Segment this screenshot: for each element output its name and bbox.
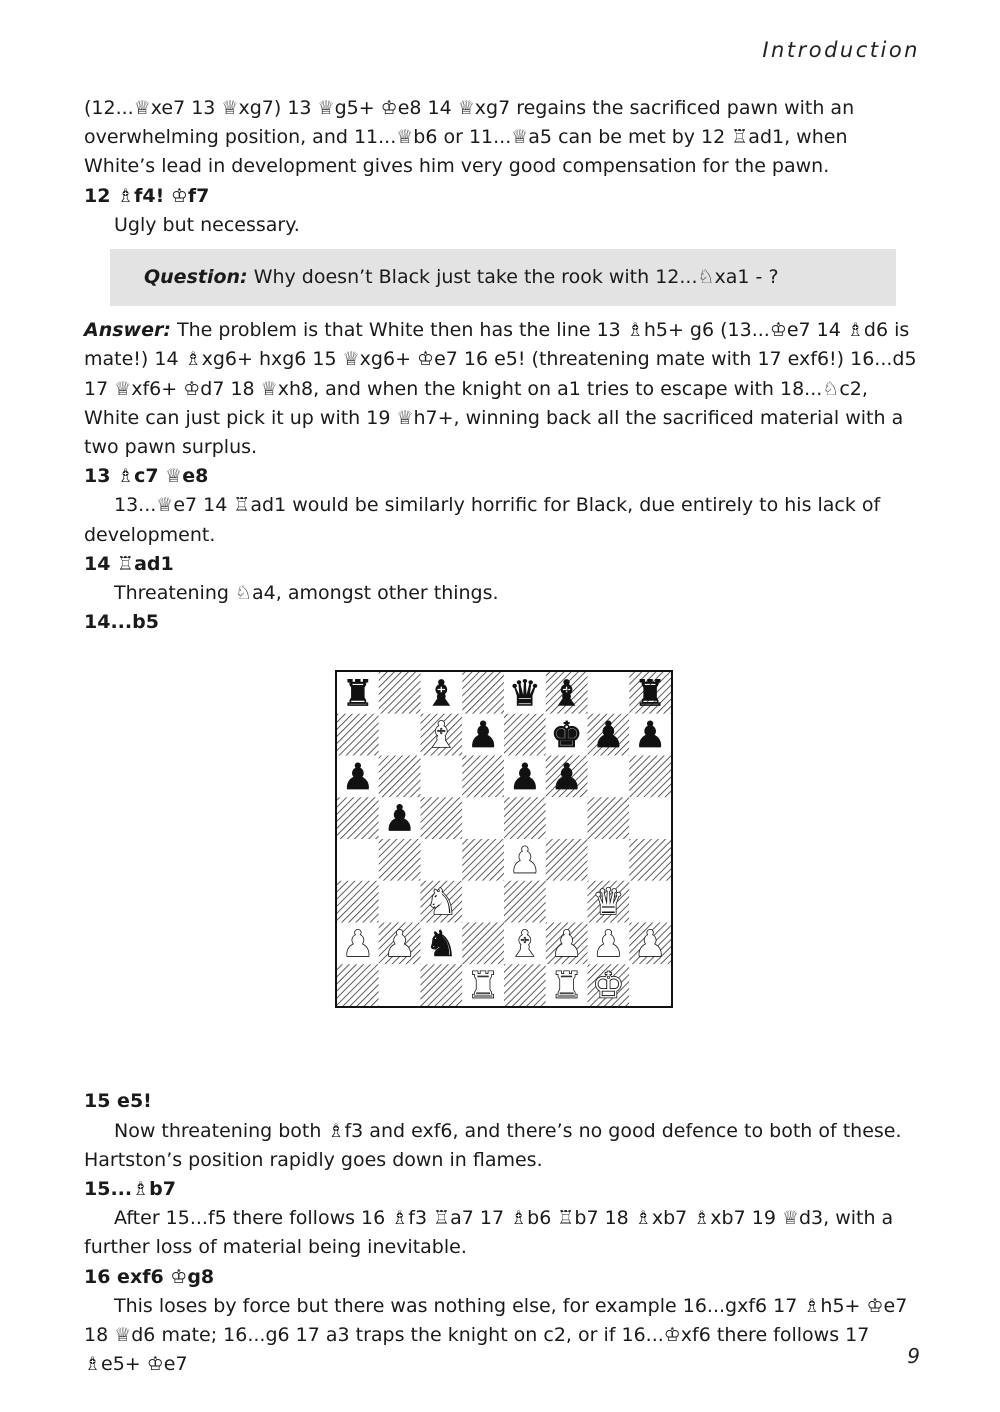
dark-square [504,965,546,1007]
move-heading: 12 ♗f4! ♔f7 [84,184,210,207]
page-number: 9 [907,1344,920,1368]
page-body [84,94,918,1379]
light-square [379,881,421,923]
dark-square [379,756,421,798]
move-heading: 14 ♖ad1 [84,552,174,575]
black-pawn-piece: ♟ [508,757,541,799]
light-square [629,798,671,840]
black-queen-piece: ♛ [508,673,541,715]
white-pawn-piece: ♟ [550,924,583,966]
light-square [629,965,671,1007]
dark-square [546,839,588,881]
light-square [421,839,463,881]
question-label: Question: [144,266,248,289]
white-pawn-piece: ♟ [508,840,541,882]
answer-text: The problem is that White then has the line 13 ♗h5+ g6 (13...♔e7 14 ♗d6 is mate!) 14 ♗xg6+ hxg6 15 ♕xg6+ ♔e7 16 e5! (threatening mate with 17 exf6!) 16...d5 17 ♕xf6+ ♔d7 18 ♕xh8, and when the knight on a1 tries to escape with 18...♘c2, White can just pick it up with 19 ♕h7+, winning back all the sacrificed material with a two pawn surplus. [84,319,917,459]
white-pawn-piece: ♟ [341,924,374,966]
black-pawn-piece: ♟ [341,757,374,799]
white-king-piece: ♚ [592,966,625,1007]
light-square [546,798,588,840]
black-pawn-piece: ♟ [467,715,500,757]
dark-square [337,798,379,840]
black-knight-piece: ♞ [425,924,458,966]
black-rook-piece: ♜ [634,673,667,715]
question-box [110,249,896,306]
black-pawn-piece: ♟ [550,757,583,799]
white-pawn-piece: ♟ [634,924,667,966]
chess-diagram-area [84,637,918,1087]
light-square [379,714,421,756]
dark-square [421,965,463,1007]
paragraph: Threatening ♘a4, amongst other things. [114,582,499,605]
light-square [337,839,379,881]
white-pawn-piece: ♟ [383,924,416,966]
white-rook-piece: ♜ [550,966,583,1007]
white-queen-piece: ♛ [592,882,625,924]
paragraph: 13...♕e7 14 ♖ad1 would be similarly horrific for Black, due entirely to his lack of development. [84,494,881,546]
white-knight-piece: ♞ [425,882,458,924]
black-rook-piece: ♜ [341,673,374,715]
light-square [546,881,588,923]
dark-square [337,714,379,756]
answer-paragraph [84,316,918,462]
answer-label: Answer: [84,319,171,342]
dark-square [337,881,379,923]
dark-square [462,756,504,798]
white-bishop-piece: ♝ [508,924,541,966]
move-heading: 13 ♗c7 ♕e8 [84,465,209,488]
paragraph: Ugly but necessary. [114,213,300,236]
dark-square [337,965,379,1007]
light-square [421,756,463,798]
dark-square [462,839,504,881]
running-header: Introduction [762,38,920,62]
white-pawn-piece: ♟ [592,924,625,966]
paragraph: Now threatening both ♗f3 and exf6, and there’s no good defence to both of these. Hartston’s position rapidly goes down in flames. [84,1119,902,1171]
move-heading: 15 e5! [84,1090,152,1113]
move-heading: 15...♗b7 [84,1178,176,1201]
paragraph: This loses by force but there was nothing else, for example 16...gxf6 17 ♗h5+ ♔e7 18 ♕d6 mate; 16...g6 17 a3 traps the knight on c2, or if 16...♔xf6 there follows 17 ♗e5+ ♔e7 [84,1294,908,1376]
question-text: Why doesn’t Black just take the rook with 12...♘xa1 - ? [247,266,779,289]
light-square [588,839,630,881]
light-square [462,881,504,923]
dark-square [379,839,421,881]
black-bishop-piece: ♝ [550,673,583,715]
white-bishop-piece: ♝ [425,715,458,757]
dark-square [629,756,671,798]
dark-square [629,839,671,881]
light-square [588,672,630,714]
chess-board [335,670,673,1008]
dark-square [588,798,630,840]
paragraph: (12...♕xe7 13 ♕xg7) 13 ♕g5+ ♔e8 14 ♕xg7 regains the sacrificed pawn with an overwhelming position, and 11...♕b6 or 11...♕a5 can be met by 12 ♖ad1, when White’s lead in development gives him very good compensation for the pawn. [84,97,855,178]
black-pawn-piece: ♟ [383,799,416,841]
dark-square [504,714,546,756]
dark-square [462,672,504,714]
paragraph: After 15...f5 there follows 16 ♗f3 ♖a7 17 ♗b6 ♖b7 18 ♗xb7 ♗xb7 19 ♕d3, with a further loss of material being inevitable. [84,1207,894,1259]
dark-square [462,923,504,965]
move-heading: 16 exf6 ♔g8 [84,1265,215,1288]
move-heading: 14...b5 [84,611,159,634]
black-bishop-piece: ♝ [425,673,458,715]
dark-square [504,881,546,923]
black-king-piece: ♚ [550,715,583,757]
dark-square [504,798,546,840]
light-square [588,756,630,798]
chess-board-svg [337,672,671,1006]
black-pawn-piece: ♟ [592,715,625,757]
dark-square [421,798,463,840]
light-square [379,965,421,1007]
white-rook-piece: ♜ [467,966,500,1007]
black-pawn-piece: ♟ [634,715,667,757]
dark-square [379,672,421,714]
light-square [462,798,504,840]
light-square [629,881,671,923]
